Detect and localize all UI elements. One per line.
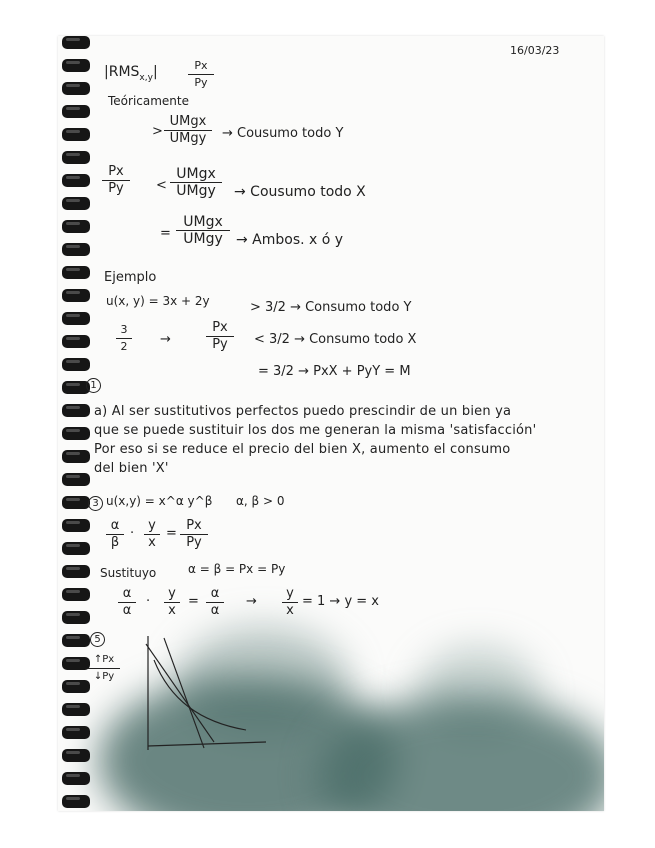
binding-ring bbox=[62, 243, 90, 256]
q3-y-x: $\frac{y}{x}$ bbox=[282, 586, 298, 619]
q3-price-ratio: $\frac{Px}{Py}$ bbox=[180, 518, 208, 551]
price-ratio: $\frac{Px}{Py}$ bbox=[188, 58, 214, 91]
q3-equals: = bbox=[188, 594, 199, 609]
theory-umg-ratio: UMgx UMgy bbox=[164, 114, 212, 147]
q3-condition: α, β > 0 bbox=[236, 494, 285, 508]
ejemplo-heading: Ejemplo bbox=[104, 270, 157, 285]
budget-line bbox=[164, 638, 204, 748]
binding-ring bbox=[62, 312, 90, 325]
q5-sketch bbox=[130, 630, 280, 760]
ejemplo-ratio-3-2: $\frac{3}{2}$ bbox=[116, 322, 132, 355]
ejemplo-utility: u(x, y) = 3x + 2y bbox=[106, 294, 210, 308]
binding-ring bbox=[62, 266, 90, 279]
binding-ring bbox=[62, 197, 90, 210]
ejemplo-row: = 3/2 → PxX + PyY = M bbox=[258, 364, 411, 379]
binding-ring bbox=[62, 358, 90, 371]
binding-ring bbox=[62, 565, 90, 578]
theory-result: → Cousumo todo X bbox=[234, 184, 366, 200]
binding-ring bbox=[62, 105, 90, 118]
rms-label: $|RMS_{x,y}|$ bbox=[104, 64, 158, 83]
binding-ring bbox=[62, 519, 90, 532]
binding-ring bbox=[62, 542, 90, 555]
binding-ring bbox=[62, 634, 90, 647]
sustituyo-label: Sustituyo bbox=[100, 566, 157, 580]
theory-umg-ratio: UMgx UMgy bbox=[176, 214, 230, 247]
binding-ring bbox=[62, 772, 90, 785]
theory-price-ratio: $\frac{Px}{Py}$ bbox=[102, 164, 130, 197]
question-number: 1 bbox=[86, 378, 101, 393]
q3-result: = 1 → y = x bbox=[302, 594, 379, 609]
binding-ring bbox=[62, 795, 90, 808]
q3-dot: · bbox=[146, 594, 151, 609]
binding-ring bbox=[62, 289, 90, 302]
binding-ring bbox=[62, 151, 90, 164]
x-axis bbox=[148, 742, 266, 746]
binding-ring bbox=[62, 496, 90, 509]
q3-alpha-alpha: $\frac{\alpha}{\alpha}$ bbox=[118, 586, 136, 619]
binding-ring bbox=[62, 703, 90, 716]
binding-ring bbox=[62, 404, 90, 417]
q3-utility: u(x,y) = x^α y^β bbox=[106, 494, 213, 508]
teoricamente-label: Teóricamente bbox=[108, 94, 189, 108]
q1-answer bbox=[94, 402, 594, 478]
q1-line: a) Al ser sustitutivos perfectos puedo prescindir de un bien ya bbox=[94, 404, 512, 419]
q1-line: del bien 'X' bbox=[94, 461, 169, 476]
ejemplo-arrow: → bbox=[160, 332, 171, 347]
q3-arrow: → bbox=[246, 594, 257, 609]
budget-line bbox=[146, 644, 214, 742]
binding-ring bbox=[62, 82, 90, 95]
binding-ring bbox=[62, 473, 90, 486]
binding-ring bbox=[62, 427, 90, 440]
ejemplo-price-ratio: $\frac{Px}{Py}$ bbox=[206, 320, 234, 353]
ejemplo-row: > 3/2 → Consumo todo Y bbox=[250, 300, 412, 315]
ejemplo-row: < 3/2 → Consumo todo X bbox=[254, 332, 417, 347]
binding-ring bbox=[62, 450, 90, 463]
q1-line: que se puede sustituir los dos me generan la misma 'satisfacción' bbox=[94, 423, 537, 438]
binding-ring bbox=[62, 36, 90, 49]
theory-umg-ratio: UMgx UMgy bbox=[170, 166, 222, 199]
theory-sign: > bbox=[152, 124, 163, 139]
binding-ring bbox=[62, 59, 90, 72]
binding-ring bbox=[62, 726, 90, 739]
theory-sign: = bbox=[160, 226, 171, 241]
q5-price-change: $\frac{↑Px}{↓Py}$ bbox=[88, 652, 120, 685]
q3-alpha-alpha: $\frac{\alpha}{\alpha}$ bbox=[206, 586, 224, 619]
question-number: 3 bbox=[88, 496, 103, 511]
q3-equals: = bbox=[166, 526, 177, 541]
sustituyo-equation: α = β = Px = Py bbox=[188, 562, 286, 576]
indifference-curve bbox=[154, 660, 246, 730]
binding-ring bbox=[62, 335, 90, 348]
binding-ring bbox=[62, 680, 90, 693]
spiral-binding bbox=[60, 30, 92, 820]
q3-y-x: $\frac{y}{x}$ bbox=[144, 518, 160, 551]
binding-ring bbox=[62, 128, 90, 141]
binding-ring bbox=[62, 588, 90, 601]
theory-result: → Ambos. x ó y bbox=[236, 232, 344, 248]
q3-dot: · bbox=[130, 526, 135, 541]
binding-ring bbox=[62, 220, 90, 233]
theory-sign: < bbox=[156, 178, 167, 193]
q1-line: Por eso si se reduce el precio del bien X, aumento el consumo bbox=[94, 442, 511, 457]
binding-ring bbox=[62, 174, 90, 187]
q3-alpha-beta: $\frac{\alpha}{\beta}$ bbox=[106, 518, 124, 551]
q3-y-x: $\frac{y}{x}$ bbox=[164, 586, 180, 619]
binding-ring bbox=[62, 657, 90, 670]
binding-ring bbox=[62, 611, 90, 624]
question-number: 5 bbox=[90, 632, 105, 647]
theory-result: → Cousumo todo Y bbox=[222, 126, 344, 141]
binding-ring bbox=[62, 749, 90, 762]
date: 16/03/23 bbox=[510, 44, 560, 57]
